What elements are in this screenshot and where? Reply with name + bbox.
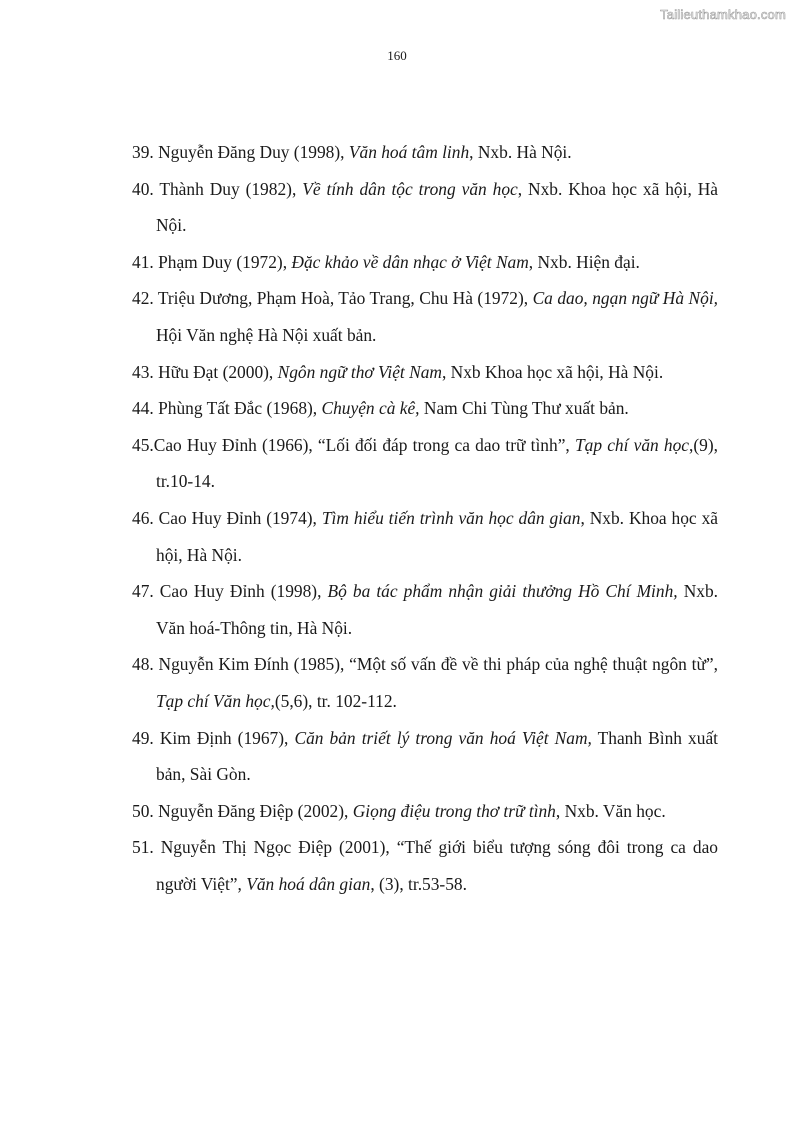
reference-authors: 39. Nguyễn Đăng Duy (1998), xyxy=(132,142,349,162)
reference-title: Tạp chí Văn học, xyxy=(156,690,275,711)
reference-item xyxy=(132,244,718,281)
reference-authors: 49. Kim Định (1967), xyxy=(132,727,295,748)
reference-authors: 41. Phạm Duy (1972), xyxy=(132,251,292,272)
watermark-text: Tailieuthamkhao.com xyxy=(660,7,786,22)
reference-title: Ca dao, ngạn ngữ Hà Nội, xyxy=(532,288,718,309)
reference-authors: 44. Phùng Tất Đắc (1968), xyxy=(132,398,322,419)
reference-authors: 43. Hữu Đạt (2000), xyxy=(132,361,278,382)
reference-title: Tìm hiểu tiến trình văn học dân gian xyxy=(321,507,581,528)
reference-publisher: ,(9), tr.10-14. xyxy=(156,434,718,492)
reference-authors: 50. Nguyễn Đăng Điệp (2002), xyxy=(132,800,353,821)
reference-publisher: Nam Chi Tùng Thư xuất bản. xyxy=(419,398,629,419)
reference-item xyxy=(132,573,718,646)
reference-title: Chuyện cà kê, xyxy=(321,398,420,419)
reference-item xyxy=(132,134,718,171)
reference-item xyxy=(132,720,718,793)
reference-publisher: , Nxb Khoa học xã hội, Hà Nội. xyxy=(441,361,664,382)
reference-authors: 48. Nguyễn Kim Đính (1985), “Một số vấn đề về thi pháp của nghệ thuật ngôn từ”, xyxy=(132,654,718,675)
reference-publisher: Thanh Bình xuất bản, Sài Gòn. xyxy=(156,727,718,785)
reference-authors: 45.Cao Huy Đỉnh (1966), “Lối đối đáp trong ca dao trữ tình”, xyxy=(132,434,575,455)
reference-title: Về tính dân tộc trong văn học xyxy=(302,178,518,199)
reference-list xyxy=(132,134,718,902)
reference-publisher: , (3), tr.53-58. xyxy=(370,873,467,894)
reference-item xyxy=(132,793,718,830)
reference-authors: 40. Thành Duy (1982), xyxy=(132,178,303,199)
reference-item xyxy=(132,171,718,244)
reference-item xyxy=(132,280,718,353)
reference-publisher: , Nxb. Khoa học xã hội, Hà Nội. xyxy=(156,507,718,565)
reference-publisher: , Nxb. Hà Nội. xyxy=(469,142,572,162)
reference-authors: 42. Triệu Dương, Phạm Hoà, Tảo Trang, Chu Hà (1972), xyxy=(132,288,533,309)
reference-title: Đặc khảo về dân nhạc ở Việt Nam xyxy=(291,251,529,272)
reference-title: Bộ ba tác phẩm nhận giải thưởng Hồ Chí Minh, xyxy=(327,581,678,602)
reference-authors: 47. Cao Huy Đỉnh (1998), xyxy=(132,581,328,602)
reference-item xyxy=(132,500,718,573)
reference-item xyxy=(132,390,718,427)
reference-title: Ngôn ngữ thơ Việt Nam xyxy=(277,361,442,382)
reference-publisher: , Nxb. Khoa học xã hội, Hà Nội. xyxy=(156,178,718,236)
reference-publisher: Hội Văn nghệ Hà Nội xuất bản. xyxy=(156,324,377,345)
reference-title: Căn bản triết lý trong văn hoá Việt Nam, xyxy=(294,727,592,748)
reference-publisher: Nxb. Văn hoá-Thông tin, Hà Nội. xyxy=(156,581,719,638)
reference-publisher: , Nxb. Hiện đại. xyxy=(528,251,640,272)
reference-title: Văn hoá dân gian xyxy=(246,873,371,894)
reference-publisher: , Nxb. Văn học. xyxy=(555,800,666,821)
reference-item xyxy=(132,427,718,500)
reference-item xyxy=(132,646,718,719)
reference-item xyxy=(132,829,718,902)
reference-title: Tạp chí văn học xyxy=(574,434,690,455)
reference-title: Giọng điệu trong thơ trữ tình xyxy=(352,800,556,821)
page-number: 160 xyxy=(387,48,407,63)
reference-title: Văn hoá tâm linh xyxy=(348,142,470,162)
reference-item xyxy=(132,354,718,391)
reference-publisher: (5,6), tr. 102-112. xyxy=(274,690,397,711)
reference-authors: 51. Nguyễn Thị Ngọc Điệp (2001), “Thế giới biểu tượng sóng đôi trong ca dao người Việt”, xyxy=(132,837,718,894)
reference-authors: 46. Cao Huy Đỉnh (1974), xyxy=(132,507,322,528)
